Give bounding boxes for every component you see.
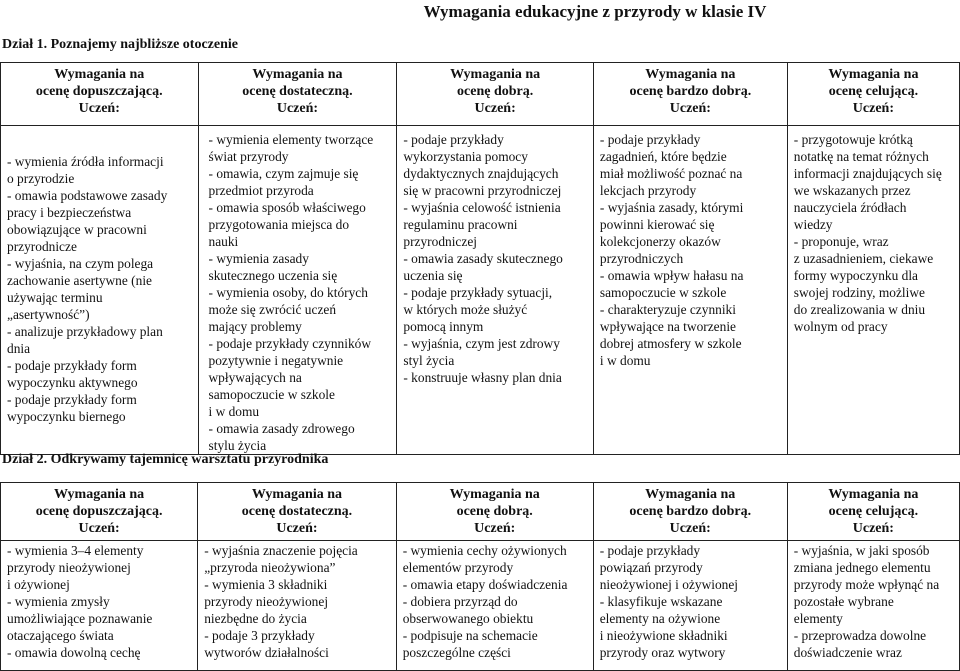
requirement-line: - podaje przykłady form [7, 392, 137, 407]
requirement-line: zachowanie asertywne (nie [7, 273, 152, 288]
requirement-line: może się zwrócić uczeń [208, 302, 337, 317]
requirements-cell-dopuszczajaca [1, 541, 198, 671]
requirement-line: dnia [7, 341, 31, 356]
requirement-line: wytworów działalności [204, 645, 329, 660]
requirements-cell-bardzo-dobra [593, 126, 787, 455]
requirement-line: przedmiot przyroda [208, 183, 314, 198]
header-dopuszczajaca: Wymagania na ocenę dopuszczającą. Uczeń: [1, 483, 198, 541]
requirement-line: nauki [208, 234, 239, 249]
requirement-line: - omawia etapy doświadczenia [402, 577, 568, 592]
requirements-cell-dostateczna [198, 541, 396, 671]
header-dopuszczajaca: Wymagania na ocenę dopuszczającą. Uczeń: [1, 63, 199, 126]
requirement-line: otaczającego świata [7, 628, 114, 643]
requirement-line: kolekcjonerzy okazów [599, 234, 721, 249]
requirement-line: lekcjach przyrody [599, 183, 697, 198]
requirement-line: - podaje przykłady [599, 543, 701, 558]
requirement-line: przyrody nieożywionej [204, 594, 329, 609]
requirement-line: formy wypoczynku dla [793, 268, 919, 283]
requirement-line: - wymienia zmysły [7, 594, 110, 609]
requirement-line: przygotowania miejsca do [208, 217, 350, 232]
requirement-line: o przyrodzie [7, 171, 75, 186]
requirement-line: - przygotowuje krótką [793, 132, 913, 147]
requirement-line: i ożywionej [7, 577, 70, 592]
header-dobra: Wymagania na ocenę dobrą. Uczeń: [396, 483, 593, 541]
requirement-line: styl życia [403, 353, 455, 368]
requirement-line: regulaminu pracowni [403, 217, 518, 232]
requirement-line: - proponuje, wraz [793, 234, 889, 249]
requirement-line: - podaje przykłady [403, 132, 504, 147]
requirement-line: - wyjaśnia, czym jest zdrowy [403, 336, 560, 351]
requirements-cell-dopuszczajaca [1, 126, 199, 455]
header-dostateczna: Wymagania na ocenę dostateczną. Uczeń: [198, 63, 397, 126]
requirement-line: - analizuje przykładowy plan [7, 324, 163, 339]
requirement-line: przyrody nieożywionej [7, 560, 131, 575]
requirement-line: doświadczenie wraz [793, 645, 902, 660]
requirement-line: „przyroda nieożywiona” [204, 560, 336, 575]
page-title: Wymagania edukacyjne z przyrody w klasie IV [423, 2, 767, 21]
requirements-cell-celujaca [787, 126, 959, 455]
requirement-line: - podaje przykłady [599, 132, 701, 147]
requirement-line: we wskazanych przez [793, 183, 911, 198]
requirement-line: miał możliwość poznać na [599, 166, 743, 181]
requirement-line: w których może służyć [403, 302, 528, 317]
requirement-line: zagadnień, które będzie [599, 149, 727, 164]
requirement-line: pozostałe wybrane [793, 594, 894, 609]
requirement-line: - omawia wpływ hałasu na [599, 268, 744, 283]
requirement-line: przyrodniczej [403, 234, 477, 249]
requirement-line: przyrodnicze [7, 239, 77, 254]
requirement-line: poszczególne części [402, 645, 511, 660]
requirement-line: - wymienia cechy ożywionych [402, 543, 567, 558]
requirement-line: - klasyfikuje wskazane [599, 594, 723, 609]
requirement-line: przyrody oraz wytwory [599, 645, 726, 660]
requirement-line: - charakteryzuje czynniki [599, 302, 736, 317]
requirement-line: stylu życia [208, 438, 267, 453]
header-celujaca: Wymagania na ocenę celującą. Uczeń: [787, 63, 959, 126]
requirements-cell-dostateczna [198, 126, 397, 455]
requirement-line: świat przyrody [208, 149, 289, 164]
requirement-line: powinni kierować się [599, 217, 715, 232]
requirement-line: obserwowanego obiektu [402, 611, 534, 626]
header-bardzo-dobra: Wymagania na ocenę bardzo dobrą. Uczeń: [593, 483, 787, 541]
requirement-line: samopoczucie w szkole [599, 285, 727, 300]
requirement-line: dobrej atmosfery w szkole [599, 336, 742, 351]
requirement-line: i w domu [599, 353, 651, 368]
requirement-line: - omawia zasady zdrowego [208, 421, 355, 436]
requirement-line: nieożywionej i ożywionej [599, 577, 739, 592]
requirement-line: wpływających na [208, 370, 302, 385]
requirement-line: - wyjaśnia zasady, którymi [599, 200, 744, 215]
requirement-line: - wyjaśnia celowość istnienia [403, 200, 561, 215]
requirements-cell-dobra [397, 126, 594, 455]
requirement-line: - podaje przykłady czynników [208, 336, 372, 351]
requirement-line: - podaje przykłady sytuacji, [403, 285, 553, 300]
requirement-line: używając terminu [7, 290, 103, 305]
requirement-line: wpływające na tworzenie [599, 319, 736, 334]
requirement-line: pracy i bezpieczeństwa [7, 205, 132, 220]
requirement-line: - przeprowadza dowolne [793, 628, 927, 643]
requirement-line: - wymienia zasady [208, 251, 309, 266]
requirement-line: - omawia podstawowe zasady [7, 188, 168, 203]
requirement-line: - wymienia 3 składniki [204, 577, 328, 592]
requirement-line: z uzasadnieniem, ciekawe [793, 251, 934, 266]
requirement-line: - wymienia 3–4 elementy [7, 543, 144, 558]
requirement-line: informacji znajdujących się [793, 166, 942, 181]
requirement-line: elementów przyrody [402, 560, 514, 575]
requirement-line: - omawia dowolną cechę [7, 645, 141, 660]
requirement-line: niezbędne do życia [204, 611, 307, 626]
requirement-line: elementy na ożywione [599, 611, 721, 626]
requirement-line: „asertywność”) [7, 307, 90, 322]
requirement-line: - wymienia osoby, do których [208, 285, 368, 300]
requirement-line: mający problemy [208, 319, 302, 334]
requirement-line: swojej rodziny, możliwe [793, 285, 925, 300]
requirement-line: się w pracowni przyrodniczej [403, 183, 562, 198]
requirements-table-section1 [0, 62, 960, 455]
requirement-line: pomocą innym [403, 319, 484, 334]
requirements-cell-dobra [396, 541, 593, 671]
requirement-line: powiązań przyrody [599, 560, 703, 575]
requirement-line: - podaje 3 przykłady [204, 628, 315, 643]
requirement-line: wykorzystania pomocy [403, 149, 528, 164]
section1-heading: Dział 1. Poznajemy najbliższe otoczenie [2, 37, 238, 52]
requirement-line: - wymienia elementy tworzące [208, 132, 374, 147]
requirement-line: - wyjaśnia znaczenie pojęcia [204, 543, 358, 558]
requirement-line: wypoczynku biernego [7, 409, 126, 424]
requirement-line: przyrodniczych [599, 251, 684, 266]
requirement-line: wolnym od pracy [793, 319, 888, 334]
requirement-line: wiedzy [793, 217, 833, 232]
requirements-table-section2 [0, 482, 960, 671]
requirement-line: - omawia zasady skutecznego [403, 251, 563, 266]
requirement-line: przyrody może wpłynąć na [793, 577, 940, 592]
requirement-line: - podpisuje na schemacie [402, 628, 538, 643]
section2-heading: Dział 2. Odkrywamy tajemnicę warsztatu przyrodnika [2, 452, 329, 467]
requirements-cell-bardzo-dobra [593, 541, 787, 671]
requirement-line: - wymienia źródła informacji [7, 154, 164, 169]
header-dobra: Wymagania na ocenę dobrą. Uczeń: [397, 63, 594, 126]
requirement-line: samopoczucie w szkole [208, 387, 335, 402]
requirement-line: zmiana jednego elementu [793, 560, 931, 575]
requirement-line: - omawia, czym zajmuje się [208, 166, 359, 181]
requirements-cell-celujaca [787, 541, 959, 671]
requirement-line: wypoczynku aktywnego [7, 375, 138, 390]
requirement-line: - wyjaśnia, w jaki sposób [793, 543, 930, 558]
requirement-line: - konstruuje własny plan dnia [403, 370, 562, 385]
requirement-line: dydaktycznych znajdujących [403, 166, 559, 181]
requirement-line: - dobiera przyrząd do [402, 594, 518, 609]
requirement-line: i nieożywione składniki [599, 628, 728, 643]
requirement-line: umożliwiające poznawanie [7, 611, 153, 626]
requirement-line: obowiązujące w pracowni [7, 222, 147, 237]
header-celujaca: Wymagania na ocenę celującą. Uczeń: [787, 483, 959, 541]
requirement-line: elementy [793, 611, 843, 626]
requirement-line: uczenia się [403, 268, 463, 283]
requirement-line: i w domu [208, 404, 260, 419]
requirement-line: - omawia sposób właściwego [208, 200, 366, 215]
requirement-line: pozytywnie i negatywnie [208, 353, 344, 368]
requirement-line: skutecznego uczenia się [208, 268, 338, 283]
requirement-line: - wyjaśnia, na czym polega [7, 256, 154, 271]
header-dostateczna: Wymagania na ocenę dostateczną. Uczeń: [198, 483, 396, 541]
requirement-line: - podaje przykłady form [7, 358, 137, 373]
requirement-line: do zrealizowania w dniu [793, 302, 926, 317]
requirement-line: nauczyciela źródłach [793, 200, 907, 215]
requirement-line: notatkę na temat różnych [793, 149, 929, 164]
header-bardzo-dobra: Wymagania na ocenę bardzo dobrą. Uczeń: [593, 63, 787, 126]
